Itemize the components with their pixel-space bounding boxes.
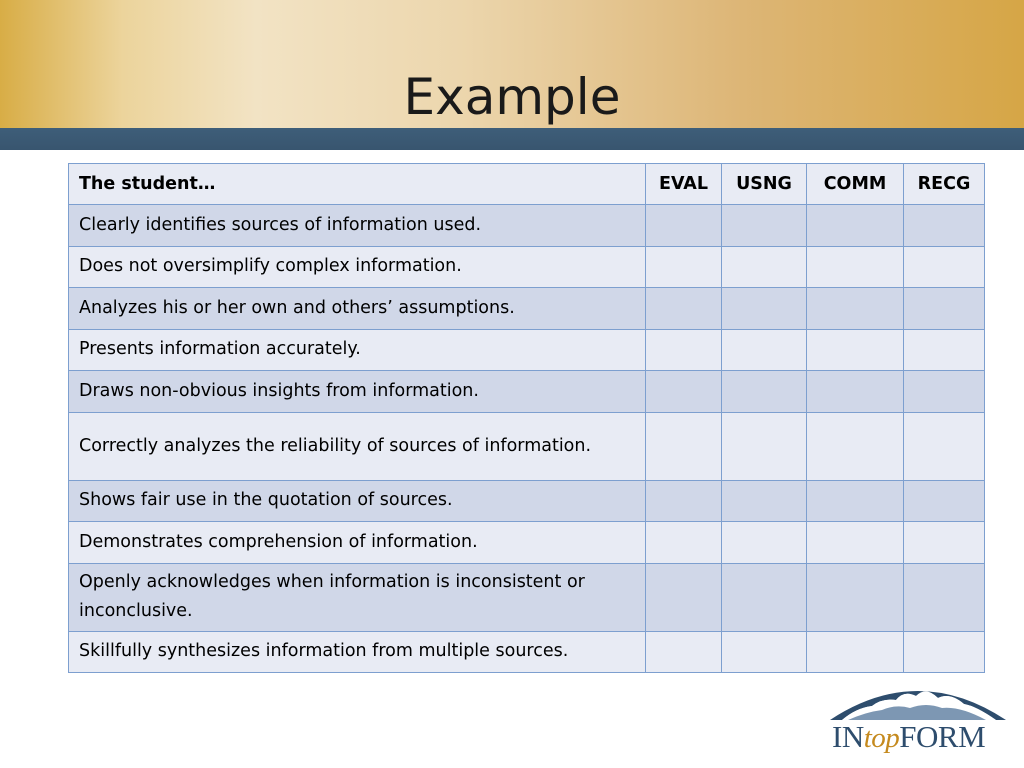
recg-cell: [904, 522, 985, 564]
recg-cell: [904, 480, 985, 522]
table-row: [69, 563, 985, 631]
criterion-cell: Does not oversimplify complex information.: [69, 246, 646, 288]
criterion-cell: Draws non-obvious insights from information.: [69, 371, 646, 413]
logo-part-top: top: [863, 722, 900, 754]
table-row: [69, 329, 985, 371]
recg-cell: [904, 563, 985, 631]
recg-cell: [904, 205, 985, 247]
criterion-cell: Demonstrates comprehension of information.: [69, 522, 646, 564]
slide-title: Example: [403, 68, 621, 126]
eval-cell: [646, 522, 722, 564]
table-row: [69, 412, 985, 480]
mountain-arc-icon: [826, 674, 1010, 722]
comm-cell: [807, 329, 904, 371]
recg-cell: [904, 246, 985, 288]
eval-cell: [646, 246, 722, 288]
comm-cell: [807, 563, 904, 631]
criterion-cell: Skillfully synthesizes information from multiple sources.: [69, 631, 646, 673]
header-criterion: The student…: [69, 164, 646, 205]
usng-cell: [722, 631, 807, 673]
table-row: [69, 480, 985, 522]
comm-cell: [807, 288, 904, 330]
eval-cell: [646, 412, 722, 480]
logo-part-form: FORM: [899, 719, 986, 754]
recg-cell: [904, 371, 985, 413]
usng-cell: [722, 246, 807, 288]
usng-cell: [722, 522, 807, 564]
recg-cell: [904, 288, 985, 330]
rubric-table: [68, 163, 985, 673]
logo-part-in: IN: [832, 719, 864, 754]
logo-wordmark: [832, 719, 1008, 756]
eval-cell: [646, 371, 722, 413]
header-eval: EVAL: [646, 164, 722, 205]
eval-cell: [646, 288, 722, 330]
eval-cell: [646, 631, 722, 673]
table-row: [69, 246, 985, 288]
comm-cell: [807, 246, 904, 288]
table-row: [69, 522, 985, 564]
comm-cell: [807, 412, 904, 480]
recg-cell: [904, 631, 985, 673]
comm-cell: [807, 522, 904, 564]
table-header-row: [69, 164, 985, 205]
header-recg: RECG: [904, 164, 985, 205]
criterion-cell: Correctly analyzes the reliability of sources of information.: [69, 412, 646, 480]
header-usng: USNG: [722, 164, 807, 205]
table-row: [69, 288, 985, 330]
usng-cell: [722, 288, 807, 330]
table-row: [69, 205, 985, 247]
eval-cell: [646, 563, 722, 631]
comm-cell: [807, 205, 904, 247]
intopform-logo: [826, 674, 1010, 758]
criterion-cell: Clearly identifies sources of information used.: [69, 205, 646, 247]
recg-cell: [904, 412, 985, 480]
usng-cell: [722, 563, 807, 631]
usng-cell: [722, 371, 807, 413]
header-comm: COMM: [807, 164, 904, 205]
usng-cell: [722, 412, 807, 480]
criterion-cell: Shows fair use in the quotation of sources.: [69, 480, 646, 522]
comm-cell: [807, 371, 904, 413]
table-row: [69, 371, 985, 413]
criterion-cell: Presents information accurately.: [69, 329, 646, 371]
eval-cell: [646, 329, 722, 371]
criterion-cell: Openly acknowledges when information is inconsistent or inconclusive.: [69, 563, 646, 631]
comm-cell: [807, 631, 904, 673]
criterion-cell: Analyzes his or her own and others’ assumptions.: [69, 288, 646, 330]
table-row: [69, 631, 985, 673]
eval-cell: [646, 480, 722, 522]
usng-cell: [722, 480, 807, 522]
usng-cell: [722, 205, 807, 247]
usng-cell: [722, 329, 807, 371]
comm-cell: [807, 480, 904, 522]
recg-cell: [904, 329, 985, 371]
eval-cell: [646, 205, 722, 247]
